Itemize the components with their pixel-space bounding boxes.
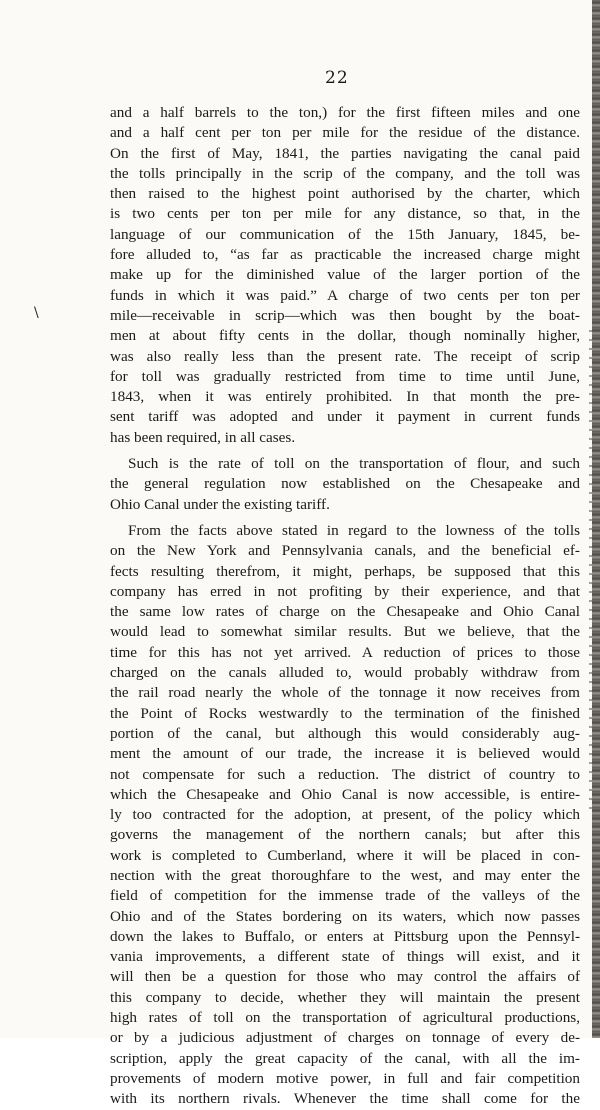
text-line: portion of the canal, but although this would considerably aug-	[110, 724, 580, 742]
text-line: and a half barrels to the ton,) for the first fifteen miles and one	[110, 104, 580, 121]
text-line: on the New York and Pennsylvania canals, and the beneficial ef-	[110, 542, 580, 560]
text-line: high rates of toll on the transportation of agricultural productions,	[110, 1009, 580, 1027]
text-line: has been required, in all cases.	[110, 428, 296, 446]
text-line: or by a judicious adjustment of charges on tonnage of every de-	[110, 1029, 580, 1047]
text-line: language of our communication of the 15th January, 1845, be-	[110, 225, 580, 243]
text-line: vania improvements, a different state of things will exist, and it	[110, 948, 580, 966]
text-line: Such is the rate of toll on the transportation of flour, and such	[128, 455, 580, 473]
text-line: would lead to somewhat similar results. But we believe, that the	[110, 623, 580, 641]
text-line: the general regulation now established on the Chesapeake and	[110, 475, 580, 493]
text-line: funds in which it was paid.” A charge of two cents per ton per	[110, 286, 580, 304]
text-line: 1843, when it was entirely prohibited. In that month the pre-	[110, 388, 580, 406]
text-line: not compensate for such a reduction. The district of country to	[110, 765, 580, 783]
text-line: for toll was gradually restricted from time to time until June,	[110, 367, 580, 385]
text-line: ment the amount of our trade, the increase it is believed would	[110, 745, 580, 763]
text-line: time for this has not yet arrived. A reduction of prices to those	[110, 643, 580, 661]
paragraph	[110, 454, 580, 515]
text-line: charged on the canals alluded to, would probably withdraw from	[110, 664, 580, 682]
text-line: will then be a question for those who may control the affairs of	[110, 968, 580, 986]
page-number: 22	[325, 68, 349, 88]
scanned-page-edge	[592, 0, 600, 1038]
text-line: nection with the great thoroughfare to the west, and may enter the	[110, 866, 580, 884]
text-line: work is completed to Cumberland, where it will be placed in con-	[110, 846, 580, 864]
text-line: was also really less than the present rate. The receipt of scrip	[110, 347, 580, 365]
text-line: sent tariff was adopted and under it payment in current funds	[110, 408, 580, 426]
text-line: governs the management of the northern canals; but after this	[110, 826, 580, 844]
text-line: men at about fifty cents in the dollar, though nominally higher,	[110, 327, 580, 345]
text-line: fore alluded to, “as far as practicable the increased charge might	[110, 246, 580, 264]
text-line: the rail road nearly the whole of the tonnage it now receives from	[110, 684, 580, 702]
text-line: scription, apply the great capacity of the canal, with all the im-	[110, 1049, 580, 1067]
text-line: field of competition for the immense trade of the valleys of the	[110, 887, 580, 905]
text-line: On the first of May, 1841, the parties navigating the canal paid	[110, 144, 580, 162]
text-line: ly too contracted for the adoption, at present, of the policy which	[110, 806, 580, 824]
text-line: Ohio Canal under the existing tariff.	[110, 495, 330, 513]
text-line: which the Chesapeake and Ohio Canal is now accessible, is entire-	[110, 785, 580, 803]
text-line: fects resulting therefrom, it might, perhaps, be supposed that this	[110, 562, 580, 580]
text-line: Ohio and of the States bordering on its waters, which now passes	[110, 907, 580, 925]
text-line: company has erred in not profiting by their experience, and that	[110, 582, 580, 600]
text-line: the tolls principally in the scrip of the company, and the toll was	[110, 164, 580, 182]
text-line: this company to decide, whether they will maintain the present	[110, 988, 580, 1006]
text-line: then raised to the highest point authorised by the charter, which	[110, 185, 580, 203]
text-line: From the facts above stated in regard to the lowness of the tolls	[128, 521, 580, 539]
text-line: with its northern rivals. Whenever the time shall come for the	[110, 1090, 580, 1108]
paragraph	[110, 103, 580, 448]
text-line: is two cents per ton per mile for any distance, so that, in the	[110, 205, 580, 223]
text-line: mile—receivable in scrip—which was then bought by the boat-	[110, 306, 580, 324]
text-line: the same low rates of charge on the Chesapeake and Ohio Canal	[110, 603, 580, 621]
text-line: and a half cent per ton per mile for the residue of the distance.	[110, 124, 580, 142]
body-text	[110, 103, 580, 1110]
text-line: provements of modern motive power, in full and fair competition	[110, 1069, 580, 1087]
text-line: make up for the diminished value of the larger portion of the	[110, 266, 580, 284]
paragraph	[110, 521, 580, 1110]
text-line: the Point of Rocks westwardly to the termination of the finished	[110, 704, 580, 722]
text-line: down the lakes to Buffalo, or enters at Pittsburg upon the Pennsyl-	[110, 927, 580, 945]
margin-mark: \	[34, 305, 39, 321]
binding-margin-marks	[589, 330, 592, 810]
